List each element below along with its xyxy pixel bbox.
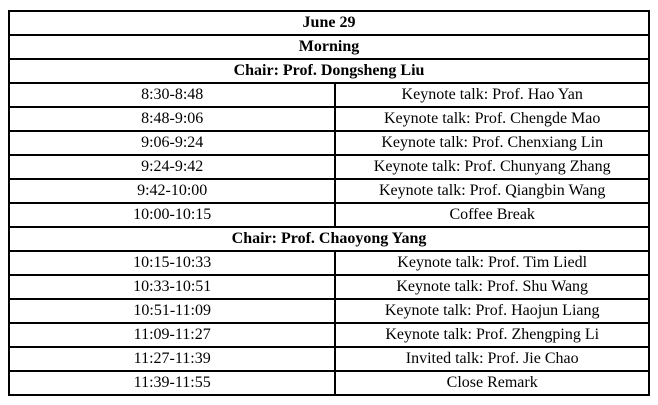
table-row <box>9 83 649 107</box>
event-cell: Close Remark <box>335 371 649 395</box>
time-cell: 8:30-8:48 <box>9 83 335 107</box>
schedule-body <box>9 11 649 395</box>
time-cell: 8:48-9:06 <box>9 107 335 131</box>
event-cell: Keynote talk: Prof. Zhengping Li <box>335 323 649 347</box>
event-cell: Keynote talk: Prof. Chenxiang Lin <box>335 131 649 155</box>
time-cell: 11:09-11:27 <box>9 323 335 347</box>
table-row <box>9 155 649 179</box>
event-cell: Keynote talk: Prof. Tim Liedl <box>335 251 649 275</box>
time-cell: 11:39-11:55 <box>9 371 335 395</box>
event-cell: Coffee Break <box>335 203 649 227</box>
table-row-chair-2 <box>9 227 649 251</box>
table-row <box>9 275 649 299</box>
table-row-close-remark <box>9 371 649 395</box>
conference-schedule-table <box>8 10 650 396</box>
table-row <box>9 107 649 131</box>
event-cell: Keynote talk: Prof. Haojun Liang <box>335 299 649 323</box>
event-cell: Keynote talk: Prof. Hao Yan <box>335 83 649 107</box>
table-row <box>9 323 649 347</box>
table-row <box>9 299 649 323</box>
table-row <box>9 347 649 371</box>
time-cell: 11:27-11:39 <box>9 347 335 371</box>
period-header: Morning <box>9 35 649 59</box>
table-row-period <box>9 35 649 59</box>
time-cell: 9:24-9:42 <box>9 155 335 179</box>
event-cell: Invited talk: Prof. Jie Chao <box>335 347 649 371</box>
table-row <box>9 251 649 275</box>
event-cell: Keynote talk: Prof. Shu Wang <box>335 275 649 299</box>
event-cell: Keynote talk: Prof. Qiangbin Wang <box>335 179 649 203</box>
table-row-chair-1 <box>9 59 649 83</box>
date-header: June 29 <box>9 11 649 35</box>
time-cell: 10:33-10:51 <box>9 275 335 299</box>
table-row-date <box>9 11 649 35</box>
time-cell: 9:42-10:00 <box>9 179 335 203</box>
chair-header: Chair: Prof. Dongsheng Liu <box>9 59 649 83</box>
event-cell: Keynote talk: Prof. Chunyang Zhang <box>335 155 649 179</box>
table-row <box>9 131 649 155</box>
chair-header: Chair: Prof. Chaoyong Yang <box>9 227 649 251</box>
time-cell: 10:15-10:33 <box>9 251 335 275</box>
time-cell: 10:51-11:09 <box>9 299 335 323</box>
table-row-coffee-break <box>9 203 649 227</box>
table-row <box>9 179 649 203</box>
time-cell: 10:00-10:15 <box>9 203 335 227</box>
time-cell: 9:06-9:24 <box>9 131 335 155</box>
event-cell: Keynote talk: Prof. Chengde Mao <box>335 107 649 131</box>
